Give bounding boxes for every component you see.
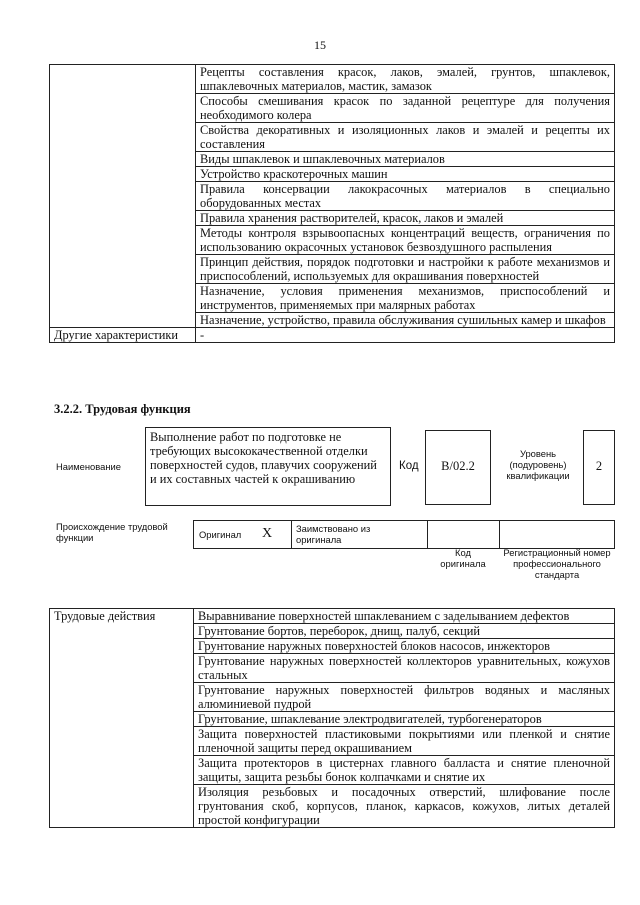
code-box	[425, 430, 491, 505]
page-number: 15	[314, 38, 326, 52]
other-characteristics-label: Другие характеристики	[50, 328, 196, 343]
labor-action-item: Изоляция резьбовых и посадочных отверстий, шлифование после грунтования скоб, корпусов, планок, каркасов, кожухов, литых деталей простой конфигурации	[194, 785, 615, 828]
code-value: B/02.2	[441, 459, 475, 473]
labor-action-item: Грунтование бортов, переборок, днищ, палуб, секций	[194, 624, 615, 639]
level-box	[583, 430, 615, 505]
knowledge-item: Рецепты составления красок, лаков, эмалей, грунтов, шпаклевок, шпаклевочных материалов, мастик, замазок	[196, 65, 615, 94]
origin-label: Происхождение трудовой функции	[56, 521, 168, 543]
knowledge-item: Назначение, условия применения механизмов, приспособлений и инструментов, применяемых при малярных работах	[196, 284, 615, 313]
labor-action-item: Грунтование, шпаклевание электродвигателей, турбогенераторов	[194, 712, 615, 727]
knowledge-item: Правила хранения растворителей, красок, лаков и эмалей	[196, 211, 615, 226]
knowledge-item: Свойства декоративных и изоляционных лаков и эмалей и рецепты их составления	[196, 123, 615, 152]
borrowed-label: Заимствовано из оригинала	[296, 523, 371, 545]
labor-action-item: Грунтование наружных поверхностей коллекторов уравнительных, кожухов стальных	[194, 654, 615, 683]
labor-action-item: Грунтование наружных поверхностей блоков насосов, инжекторов	[194, 639, 615, 654]
knowledge-table	[49, 64, 615, 343]
labor-actions-table	[49, 608, 615, 828]
knowledge-item: Устройство краскотерочных машин	[196, 167, 615, 182]
table-row	[50, 328, 615, 343]
knowledge-item: Принцип действия, порядок подготовки и настройки к работе механизмов и приспособлений, используемых для окрашивания поверхностей	[196, 255, 615, 284]
original-code-caption: Код оригинала	[440, 547, 486, 569]
labor-action-item: Защита протекторов в цистернах главного балласта и снятие пленочной защиты, защита резьбы бонок колпачками и снятие их	[194, 756, 615, 785]
knowledge-item: Способы смешивания красок по заданной рецептуре для получения необходимого колера	[196, 94, 615, 123]
level-label: Уровень (подуровень) квалификации	[506, 448, 570, 481]
borrowed-cell	[291, 520, 429, 549]
labor-action-item: Защита поверхностей пластиковыми покрытиями или пленкой и снятие пленочной защиты перед окрашиванием	[194, 727, 615, 756]
other-characteristics-value: -	[196, 328, 615, 343]
name-label: Наименование	[56, 461, 121, 472]
original-cell	[193, 520, 293, 549]
knowledge-item: Правила консервации лакокрасочных материалов в специально оборудованных местах	[196, 182, 615, 211]
table-row	[50, 65, 615, 94]
original-mark: X	[262, 526, 273, 541]
original-label: Оригинал	[199, 529, 242, 540]
labor-action-item: Выравнивание поверхностей шпаклеванием с заделыванием дефектов	[194, 609, 615, 624]
registration-number-cell	[499, 520, 615, 549]
table-row	[50, 609, 615, 624]
code-label: Код	[399, 460, 419, 472]
labor-actions-label: Трудовые действия	[50, 609, 194, 828]
labor-action-item: Грунтование наружных поверхностей фильтров водяных и масляных алюминиевой пудрой	[194, 683, 615, 712]
required-knowledge-cell	[50, 65, 196, 328]
original-code-cell	[427, 520, 501, 549]
level-value: 2	[595, 459, 603, 473]
registration-number-caption: Регистрационный номер профессионального стандарта	[503, 547, 611, 580]
knowledge-item: Назначение, устройство, правила обслуживания сушильных камер и шкафов	[196, 313, 615, 328]
function-name-box: Выполнение работ по подготовке не требующих высококачественной отделки поверхностей судов, плавучих сооружений и их составных частей к окрашиванию	[145, 427, 391, 506]
knowledge-item: Методы контроля взрывоопасных концентраций веществ, ограничения по использованию окрасочных установок безвоздушного распыления	[196, 226, 615, 255]
knowledge-item: Виды шпаклевок и шпаклевочных материалов	[196, 152, 615, 167]
section-heading: 3.2.2. Трудовая функция	[54, 402, 191, 416]
